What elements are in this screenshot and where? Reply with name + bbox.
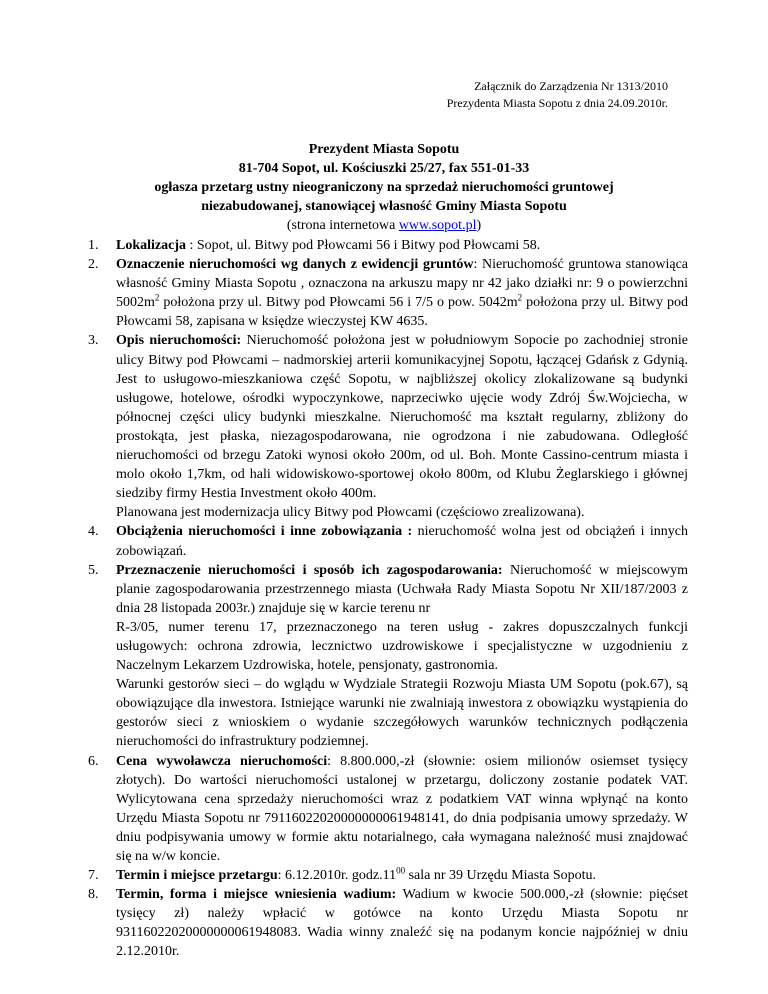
header-website [80,216,688,235]
item-number: 6. [88,753,99,769]
item-text-cont: położona przy ul. Bitwy pod Płowcami 56 i 7/5 o pow. 5042m [159,295,518,311]
item-text: : Sopot, ul. Bitwy pod Płowcami 56 i Bitwy pod Płowcami 58. [186,238,541,253]
header-address: 81-704 Sopot, ul. Kościuszki 25/27, fax 551-01-33 [238,161,530,176]
item-text: Wadium w kwocie 500.000,-zł (słownie: pięćset tysięcy zł) należy wpłacić w gotówce na konto Urzędu Miasta Sopotu nr 93116022020000000061948083. Wadia winny znaleźć się na podanym koncie najpóźniej w dniu 2.12.2010r. [116,887,688,960]
annex-line-1: Załącznik do Zarządzenia Nr 1313/2010 [474,79,668,93]
item-text: : 8.800.000,-zł (słownie: osiem milionów osiemset tysięcy złotych). Do wartości nieruchomości ustalonej w przetargu, doliczony zostanie podatek VAT. Wylicytowana cena sprzedaży nieruchomości wraz z podatkiem VAT winna wpłynąć na konto Urzędu Miasta Sopotu nr 79116022020000000061948141, do dnia podpisania umowy sprzedaży. W dniu podpisywania umowy w formie aktu notarialnego, cała wymagana należność musi znajdować się na w/w koncie. [116,753,688,864]
item-text: : Nieruchomość gruntowa stanowiąca własność Gminy Miasta Sopotu , oznaczona na arkuszu mapy nr 42 jako działki nr: 9 o powierzchni 5002m [116,257,688,311]
list-item-encumbrances [88,522,688,560]
item-title: Oznaczenie nieruchomości wg danych z ewidencji gruntów [116,257,474,273]
item-text-cont: sala nr 39 Urzędu Miasta Sopotu. [405,868,597,884]
superscript: 2 [154,292,160,303]
header-announcement-cont: niezabudowanej, stanowiącej własność Gminy Miasta Sopotu [201,199,567,214]
item-text: : 6.12.2010r. godz.11 [277,868,397,884]
item-number: 8. [88,887,99,903]
announcement-header [80,140,688,235]
website-prefix: (strona internetowa [286,218,399,233]
superscript: 2 [517,292,523,303]
list-item-designation [88,561,688,752]
item-number: 4. [88,524,99,540]
website-link[interactable]: www.sopot.pl [398,218,477,233]
list-item-location [88,236,688,255]
item-title: Obciążenia nieruchomości i inne zobowiązania : [116,524,413,540]
item-number: 2. [88,257,99,273]
website-suffix: ) [476,218,482,233]
item-title: Cena wywoławcza nieruchomości [116,753,328,769]
header-title: Prezydent Miasta Sopotu [308,142,460,157]
list-item-starting-price [88,752,688,867]
item-number: 1. [88,238,99,253]
item-text: Nieruchomość w miejscowym planie zagospodarowania przestrzennego miasta (Uchwała Rady Miasta Sopotu Nr XII/187/2003 z dnia 28 listopada 2003r.) znajduje się w karcie terenu nr [116,562,688,616]
item-title: Termin, forma i miejsce wniesienia wadium: [116,887,397,903]
terms-list [88,236,688,962]
header-announcement: ogłasza przetarg ustny nieograniczony na sprzedaż nieruchomości gruntowej [154,180,614,195]
item-number: 3. [88,333,99,349]
annex-note [308,78,668,112]
list-item-deposit [88,885,688,961]
item-title: Opis nieruchomości: [116,333,242,349]
item-text-paragraph: Planowana jest modernizacja ulicy Bitwy pod Płowcami (częściowo zrealizowana). [116,505,585,521]
item-text: Nieruchomość położona jest w południowym Sopocie po zachodniej stronie ulicy Bitwy pod Płowcami – nadmorskiej arterii komunikacyjnej Sopotu, łączącej Gdańsk z Gdynią. Jest to usługowo-mieszkaniowa część Sopotu, w najbliższej okolicy zlokalizowane są budynki usługowe, hotelowe, ośrodki wypoczynkowe, naprzeciwko ujęcie wody Zdrój Św.Wojciecha, w północnej części ulicy budynki mieszkalne. Nieruchomość ma kształt regularny, zbliżony do prostokąta, jest płaska, niezagospodarowana, nie ogrodzona i nie zabudowana. Odległość nieruchomości od brzegu Zatoki wynosi około 200m, od ul. Boh. Monte Cassino-centrum miasta i molo około 1,7km, od hali widowiskowo-sportowej około 800m, od Klubu Żeglarskiego i głównej siedziby firmy Hestia Investment około 400m. [116,333,688,502]
item-text: nieruchomość wolna jest od obciążeń i innych zobowiązań. [116,524,688,559]
item-title: Termin i miejsce przetargu [116,868,278,884]
item-text-end: położona przy ul. Bitwy pod Płowcami 58, zapisana w księdze wieczystej KW 4635. [116,295,688,330]
item-title: Przeznaczenie nieruchomości i sposób ich zagospodarowania: [116,562,503,578]
list-item-auction-date [88,866,688,885]
item-text-paragraph: R-3/05, numer terenu 17, przeznaczonego na teren usług - zakres dopuszczalnych funkcji usługowych: ochrona zdrowia, lecznictwo uzdrowiskowe i specjalistyczne w uzgodnieniu z Naczelnym Lekarzem Uzdrowiska, hotele, pensjonaty, gastronomia. [116,619,688,674]
list-item-description [88,331,688,522]
item-title: Lokalizacja [116,238,186,253]
superscript: 00 [396,865,406,876]
annex-line-2: Prezydenta Miasta Sopotu z dnia 24.09.2010r. [446,96,668,110]
item-number: 5. [88,562,99,578]
item-text-paragraph: Warunki gestorów sieci – do wglądu w Wydziale Strategii Rozwoju Miasta UM Sopotu (pok.67), są obowiązujące dla inwestora. Istniejące warunki nie zwalniają inwestora z obowiązku wystąpienia do gestorów sieci z wnioskiem o wydanie szczegółowych warunków technicznych podłączenia nieruchomości do infrastruktury podziemnej. [116,677,688,750]
item-number: 7. [88,868,99,884]
list-item-land-registry [88,255,688,331]
